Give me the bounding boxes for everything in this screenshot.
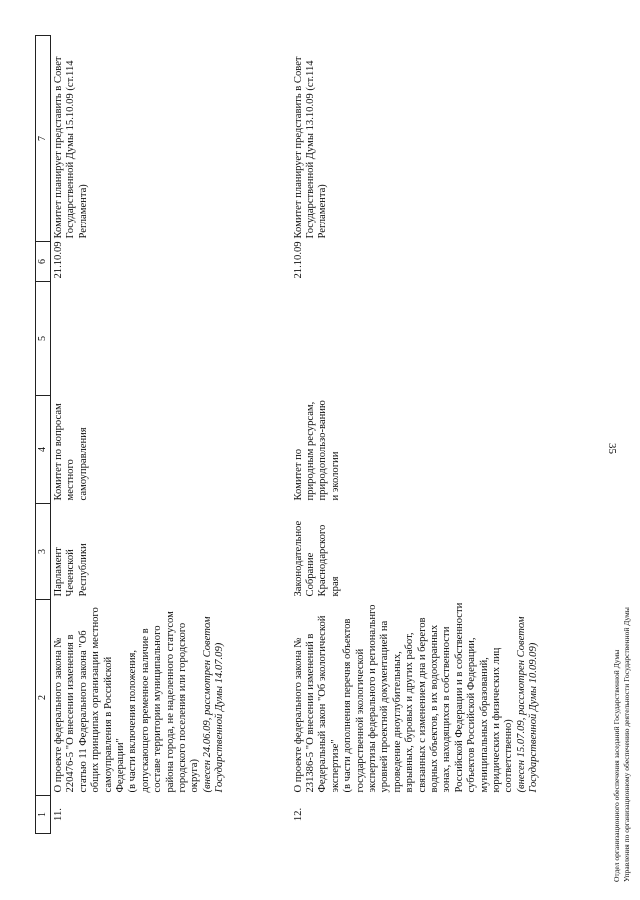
col-header-2: 2: [36, 600, 51, 796]
col-header-3: 3: [36, 504, 51, 600]
col-header-5: 5: [36, 282, 51, 396]
row-number: 11.: [53, 808, 64, 821]
col5-cell: [291, 282, 543, 396]
row-number: 12.: [292, 807, 304, 822]
header-row: [36, 36, 51, 834]
agenda-table: [35, 35, 543, 834]
bill-title: О проекте федерального закона № 231386-5 "О внесении изменений в Федеральный закон "Об экологической экспертизе": [292, 615, 341, 793]
footer-department: Отдел организационного обеспечения заседаний Государственной Думы: [612, 649, 621, 882]
table-row: [51, 36, 291, 834]
col-header-7: 7: [36, 36, 51, 242]
review-date: 21.10.09: [292, 241, 304, 279]
bill-description: [291, 600, 543, 796]
bill-subject: (в части дополнения перечня объектов государственной экологической экспертизы федерального и региональнго уровней проектной документацией на проведение дноуглубительных, взрывных, буровых и других работ, связанных с изменением дна и берегов водных объектов, в их водоохранных зонах, находящихся в собственности Российской Федерации и в собственности субъектов Российской Федерации, муниципальных образований, юридических и физических лиц соответственно): [342, 602, 515, 793]
col5-cell: [51, 282, 291, 396]
committee-plan: Комитет планирует представить в Совет Государственной Думы 15.10.09 (ст.114 Регламента): [53, 56, 89, 239]
table-row: [291, 36, 543, 834]
col-header-4: 4: [36, 396, 51, 504]
bill-note: (внесен 24.06.09, рассмотрен Советом Государственной Думы 14.07.09): [201, 616, 226, 793]
bill-note: (внесен 15.07.09, рассмотрен Советом Государственной Думы 10.09.09): [515, 616, 540, 793]
review-date: 21.10.09: [53, 241, 64, 279]
bill-description: [51, 600, 291, 796]
bill-subject: (в части включения положения, допускающего временное наличие в составе территории муниципального района города, не наделенного статусом городского поселения или городского округа): [127, 611, 201, 793]
responsible-committee: Комитет по вопросам местного самоуправления: [53, 403, 89, 501]
bill-title: О проекте федерального закона № 220476-5 "О внесении изменения в статью 11 Федерального закона "Об общих принципах организации местного самоуправления в Российской Федерации": [53, 607, 127, 793]
committee-plan: Комитет планирует представить в Совет Государственной Думы 13.10.09 (ст.114 Регламента): [292, 56, 329, 239]
responsible-committee: Комитет по природным ресурсам, природопользо-ванию и экологии: [292, 400, 341, 501]
col-header-6: 6: [36, 242, 51, 282]
bill-author: Законодательное Собрание Краснодарского края: [292, 520, 341, 597]
footer-directorate: Управления по организационному обеспечению деятельности Государственной Думы: [622, 607, 631, 882]
bill-author: Парламент Чеченской Республики: [53, 543, 89, 597]
page-number: 35: [606, 443, 618, 454]
col-header-1: 1: [36, 796, 51, 834]
